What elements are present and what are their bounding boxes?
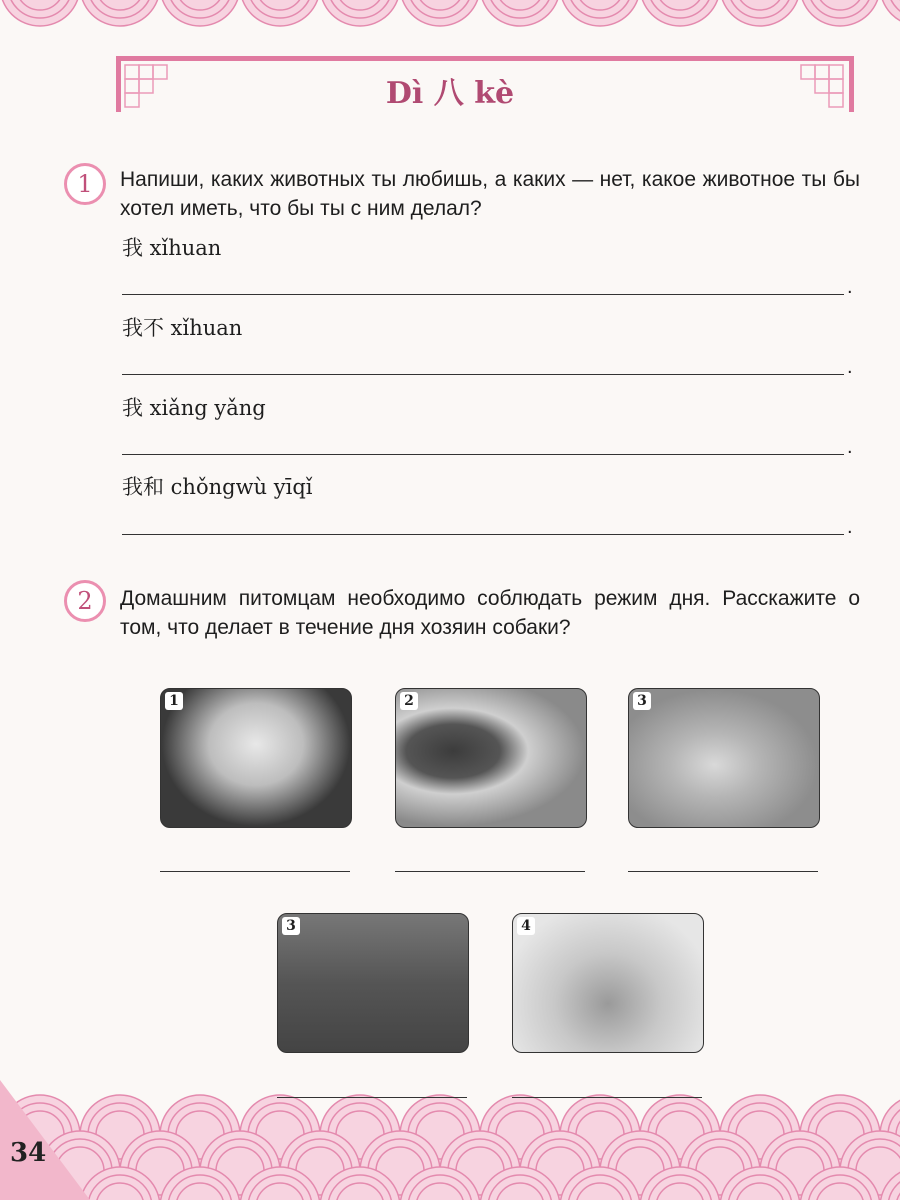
scallop-arc: [240, 0, 320, 26]
photo-number: 1: [165, 692, 183, 710]
photo-dog-food-bowl: [395, 688, 587, 828]
top-scallop-border: [0, 0, 900, 50]
scallop-arc: [800, 0, 880, 26]
line-end-period: .: [847, 436, 853, 458]
line-end-period: .: [847, 356, 853, 378]
page-corner-triangle: [0, 1060, 90, 1200]
exercise-instruction: Напиши, каких животных ты любишь, а каких — нет, какое животное ты бы хотел иметь, что бы ты с ним делал?: [120, 168, 860, 220]
photo-dog-bath: [628, 688, 820, 828]
answer-line[interactable]: [628, 871, 818, 872]
header-frame-top: [118, 56, 852, 61]
answer-line[interactable]: [395, 871, 585, 872]
answer-line[interactable]: [512, 1097, 702, 1098]
exercise-number: 1: [64, 163, 106, 205]
photo-dog-with-leash: [160, 688, 352, 828]
lesson-title: Dì 八 kè: [385, 76, 515, 111]
scallop-arc: [880, 0, 900, 26]
page-number: 34: [10, 1138, 47, 1168]
scallop-arc: [80, 0, 160, 26]
bottom-scallop-border: [0, 1090, 900, 1200]
photo-number: 3: [633, 692, 651, 710]
answer-line[interactable]: [122, 294, 844, 295]
exercise-instruction: Домашним питомцам необходимо соблюдать режим дня. Расскажите о том, что делает в течение дня хозяин собаки?: [120, 587, 860, 639]
photo-number: 2: [400, 692, 418, 710]
line-end-period: .: [847, 516, 853, 538]
photo-dog-walk: [277, 913, 469, 1053]
line-end-period: .: [847, 276, 853, 298]
answer-prompt: 我不 xǐhuan: [122, 316, 243, 340]
scallop-arc: [160, 0, 240, 26]
scallop-arc: [640, 0, 720, 26]
photo-number: 3: [282, 917, 300, 935]
scallop-arc: [480, 0, 560, 26]
scallop-arc: [720, 0, 800, 26]
exercise-number: 2: [64, 580, 106, 622]
answer-line[interactable]: [122, 454, 844, 455]
scallop-arc: [0, 0, 80, 26]
answer-line[interactable]: [277, 1097, 467, 1098]
answer-prompt: 我 xǐhuan: [122, 236, 222, 260]
scallop-arc: [560, 0, 640, 26]
answer-prompt: 我和 chǒngwù yīqǐ: [122, 475, 313, 499]
answer-line[interactable]: [160, 871, 350, 872]
answer-prompt: 我 xiǎng yǎng: [122, 396, 266, 420]
scallop-arc: [320, 0, 400, 26]
photo-dog-sleeping: [512, 913, 704, 1053]
scallop-arc: [400, 0, 480, 26]
answer-line[interactable]: [122, 534, 844, 535]
answer-line[interactable]: [122, 374, 844, 375]
photo-number: 4: [517, 917, 535, 935]
